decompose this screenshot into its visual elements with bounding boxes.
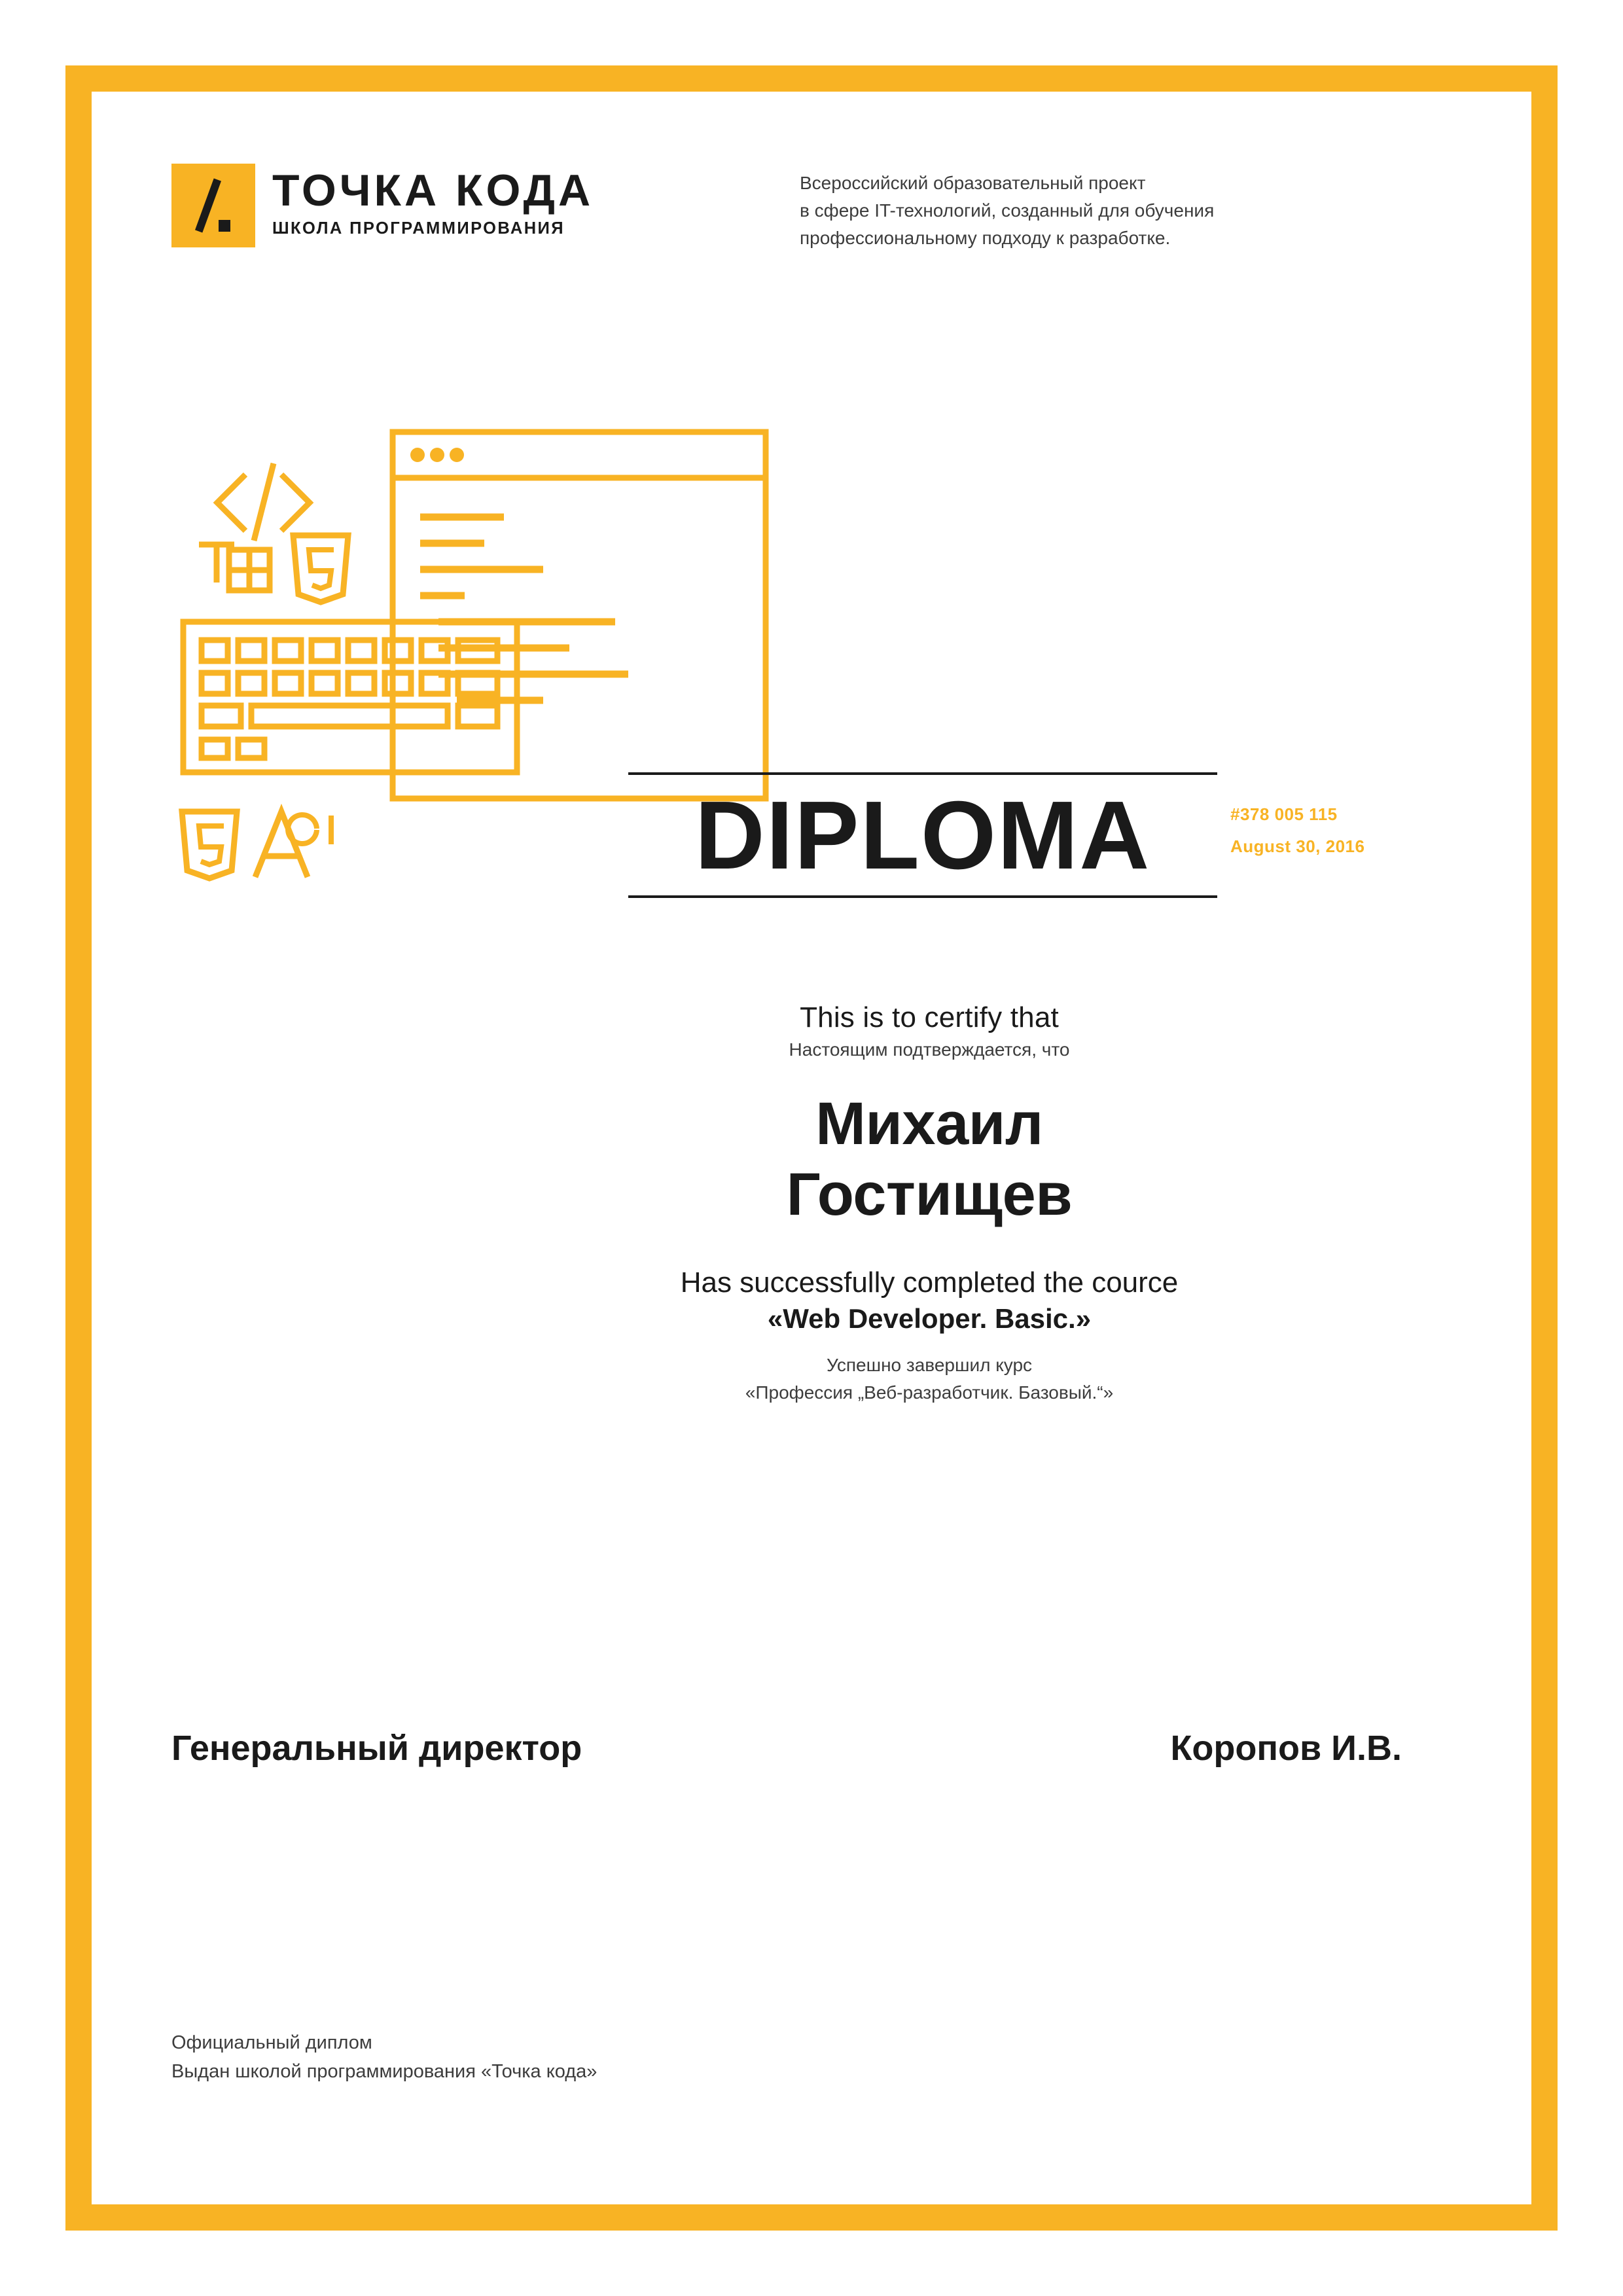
description-line-1: Всероссийский образовательный проект bbox=[800, 173, 1146, 193]
footer-line-2: Выдан школой программирования «Точка кода» bbox=[171, 2060, 597, 2082]
signatory-title: Генеральный директор bbox=[171, 1729, 582, 1768]
signatory-name: Коропов И.В. bbox=[1170, 1729, 1402, 1768]
logo-text-block bbox=[272, 164, 594, 238]
html5-badge-icon bbox=[293, 535, 348, 602]
title-rule-bottom bbox=[628, 895, 1217, 898]
brand-logo bbox=[171, 164, 594, 247]
certify-statement-en: This is to certify that bbox=[800, 1001, 1059, 1033]
certificate-meta bbox=[1230, 798, 1364, 863]
title-rule-top bbox=[628, 772, 1217, 775]
logo-slash-shape bbox=[195, 178, 221, 232]
recipient-name bbox=[497, 1089, 1361, 1230]
certificate-date: August 30, 2016 bbox=[1230, 836, 1365, 857]
logo-subtitle: ШКОЛА ПРОГРАММИРОВАНИЯ bbox=[272, 219, 565, 238]
font-size-icon bbox=[255, 812, 331, 877]
description-line-3: профессиональному подходу к разработке. bbox=[800, 228, 1171, 249]
browser-window-icon bbox=[393, 432, 766, 798]
diploma-title-block bbox=[628, 772, 1217, 898]
certify-statement-ru: Настоящим подтверждается, что bbox=[789, 1039, 1070, 1060]
recipient-first-name: Михаил bbox=[815, 1090, 1043, 1157]
organization-description bbox=[800, 170, 1214, 253]
completion-statement-en: Has successfully completed the cource bbox=[680, 1266, 1179, 1299]
typography-icon bbox=[199, 545, 270, 590]
course-name-ru: «Профессия „Веб-разработчик. Базовый.“» bbox=[745, 1382, 1114, 1403]
description-line-2: в сфере IT-технологий, созданный для обучения bbox=[800, 200, 1215, 221]
certificate-footer bbox=[171, 2029, 597, 2086]
completion-block-ru bbox=[497, 1352, 1361, 1407]
logo-dot-shape bbox=[219, 220, 230, 232]
logo-mark-icon bbox=[171, 164, 255, 247]
certificate-number: #378 005 115 bbox=[1230, 804, 1338, 824]
code-brackets-icon bbox=[217, 463, 310, 541]
certificate-body bbox=[497, 1001, 1361, 1407]
developer-illustration bbox=[177, 419, 897, 1021]
certificate-header bbox=[171, 164, 1454, 295]
logo-title: ТОЧКА КОДА bbox=[272, 166, 594, 215]
css3-badge-icon bbox=[182, 812, 237, 878]
diploma-title: DIPLOMA bbox=[694, 781, 1151, 889]
recipient-last-name: Гостищев bbox=[786, 1160, 1073, 1228]
course-name-en: «Web Developer. Basic.» bbox=[767, 1303, 1092, 1335]
footer-line-1: Официальный диплом bbox=[171, 2032, 372, 2053]
signature-row bbox=[171, 1728, 1402, 1768]
completion-statement-ru: Успешно завершил курс bbox=[826, 1355, 1033, 1376]
